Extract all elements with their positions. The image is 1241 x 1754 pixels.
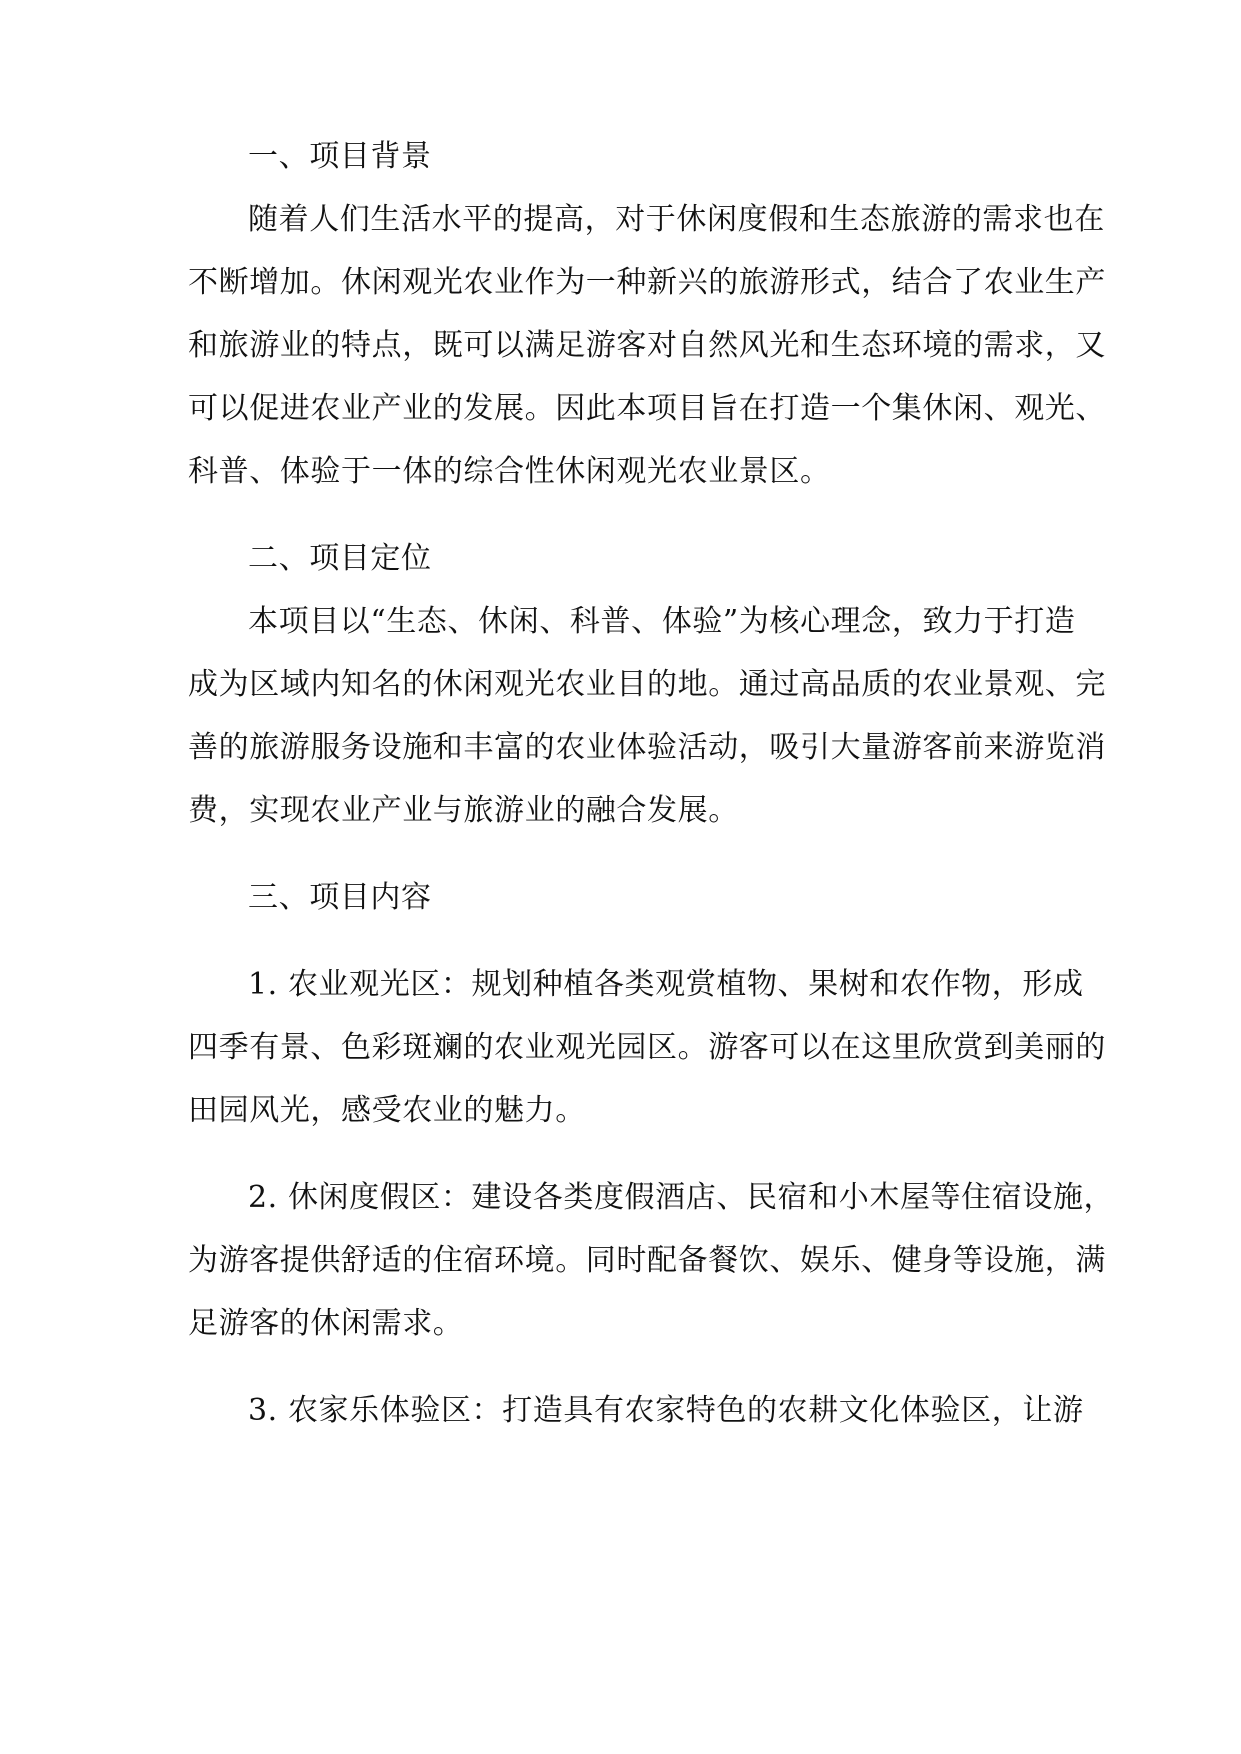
- paragraph-line: 随着人们生活水平的提高，对于休闲度假和生态旅游的需求也在: [248, 202, 1105, 237]
- list-item-line: 田园风光，感受农业的魅力。: [188, 1093, 586, 1128]
- paragraph-line: 善的旅游服务设施和丰富的农业体验活动，吸引大量游客前来游览消: [188, 730, 1106, 765]
- paragraph-line: 科普、体验于一体的综合性休闲观光农业景区。: [188, 454, 831, 489]
- heading-positioning: 二、项目定位: [248, 541, 432, 576]
- paragraph-line: 成为区域内知名的休闲观光农业目的地。通过高品质的农业景观、完: [188, 667, 1106, 702]
- list-item-line: 1. 农业观光区：规划种植各类观赏植物、果树和农作物，形成: [248, 967, 1084, 1002]
- paragraph-line: 本项目以“生态、休闲、科普、体验”为核心理念，致力于打造: [248, 604, 1076, 639]
- list-item-line: 3. 农家乐体验区：打造具有农家特色的农耕文化体验区，让游: [248, 1393, 1084, 1428]
- list-item-line: 2. 休闲度假区：建设各类度假酒店、民宿和小木屋等住宿设施，: [248, 1180, 1115, 1215]
- heading-background: 一、项目背景: [248, 139, 432, 174]
- paragraph-line: 和旅游业的特点，既可以满足游客对自然风光和生态环境的需求，又: [188, 328, 1106, 363]
- list-item-line: 足游客的休闲需求。: [188, 1306, 464, 1341]
- heading-content: 三、项目内容: [248, 880, 432, 915]
- paragraph-line: 可以促进农业产业的发展。因此本项目旨在打造一个集休闲、观光、: [188, 391, 1106, 426]
- list-item-line: 四季有景、色彩斑斓的农业观光园区。游客可以在这里欣赏到美丽的: [188, 1030, 1106, 1065]
- list-item-line: 为游客提供舒适的住宿环境。同时配备餐饮、娱乐、健身等设施，满: [188, 1243, 1106, 1278]
- paragraph-line: 费，实现农业产业与旅游业的融合发展。: [188, 793, 739, 828]
- paragraph-line: 不断增加。休闲观光农业作为一种新兴的旅游形式，结合了农业生产: [188, 265, 1106, 300]
